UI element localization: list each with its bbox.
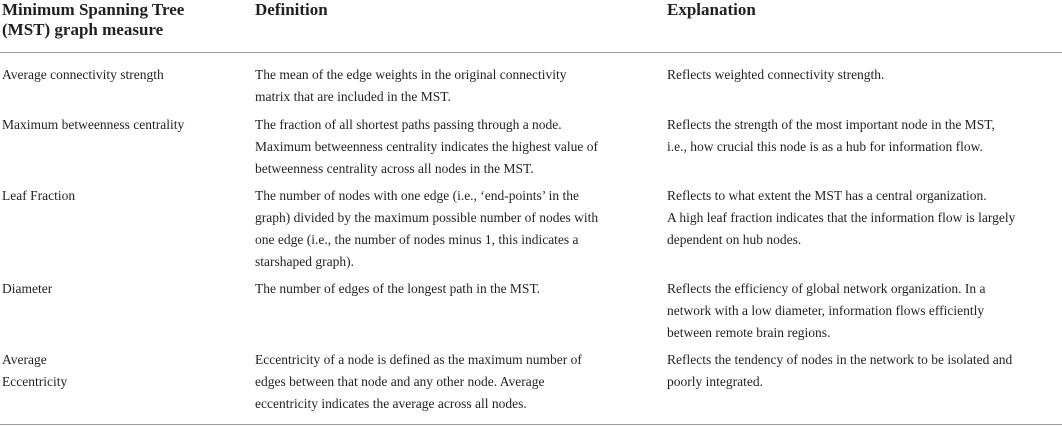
cell-line: The number of nodes with one edge (i.e., ‘end-points’ in the [255, 188, 580, 203]
row-3-measure [2, 185, 75, 207]
header-measure-line2: (MST) graph measure [2, 20, 164, 39]
row-4-definition [255, 278, 540, 300]
cell-line: matrix that are included in the MST. [255, 89, 451, 104]
row-4-measure [2, 278, 52, 300]
cell-line: The number of edges of the longest path in the MST. [255, 281, 541, 296]
cell-line: Reflects the strength of the most important node in the MST, [667, 117, 995, 132]
row-1-explanation [667, 64, 884, 86]
cell-line: Maximum betweenness centrality [2, 117, 185, 132]
cell-line: starshaped graph). [255, 254, 354, 269]
cell-line: dependent on hub nodes. [667, 232, 802, 247]
cell-line: Maximum betweenness centrality indicates the highest value of [255, 139, 599, 154]
cell-line: eccentricity indicates the average across all nodes. [255, 396, 527, 411]
table-bottom-rule [0, 424, 1062, 425]
cell-line: network with a low diameter, information flows efficiently [667, 303, 985, 318]
row-2-measure [2, 114, 184, 136]
cell-line: A high leaf fraction indicates that the information flow is largely [667, 210, 1016, 225]
row-1-measure [2, 64, 164, 86]
row-1-definition [255, 64, 567, 108]
cell-line: Average connectivity strength [2, 67, 164, 82]
cell-line: Reflects the efficiency of global network organization. In a [667, 281, 986, 296]
row-2-explanation [667, 114, 995, 158]
row-3-explanation [667, 185, 1015, 251]
cell-line: Reflects weighted connectivity strength. [667, 67, 885, 82]
row-5-explanation [667, 349, 1012, 393]
row-5-measure [2, 349, 67, 393]
cell-line: graph) divided by the maximum possible number of nodes with [255, 210, 599, 225]
row-3-definition [255, 185, 598, 273]
cell-line: Leaf Fraction [2, 188, 76, 203]
cell-line: Reflects to what extent the MST has a central organization. [667, 188, 987, 203]
row-5-definition [255, 349, 582, 415]
header-measure-line1: Minimum Spanning Tree [2, 0, 185, 19]
cell-line: Reflects the tendency of nodes in the network to be isolated and [667, 352, 1013, 367]
cell-line: i.e., how crucial this node is as a hub for information flow. [667, 139, 983, 154]
cell-line: Diameter [2, 281, 53, 296]
row-4-explanation [667, 278, 986, 344]
cell-line: poorly integrated. [667, 374, 763, 389]
cell-line: between remote brain regions. [667, 325, 831, 340]
cell-line: The mean of the edge weights in the original connectivity [255, 67, 567, 82]
header-definition: Definition [255, 0, 328, 19]
header-explanation: Explanation [667, 0, 756, 19]
header-measure [2, 0, 242, 40]
cell-line: one edge (i.e., the number of nodes minus 1, this indicates a [255, 232, 579, 247]
header-divider [0, 52, 1062, 53]
row-2-definition [255, 114, 598, 180]
cell-line: Eccentricity [2, 374, 68, 389]
cell-line: betweenness centrality across all nodes in the MST. [255, 161, 534, 176]
cell-line: Eccentricity of a node is defined as the maximum number of [255, 352, 582, 367]
cell-line: Average [2, 352, 47, 367]
cell-line: edges between that node and any other node. Average [255, 374, 545, 389]
cell-line: The fraction of all shortest paths passing through a node. [255, 117, 562, 132]
